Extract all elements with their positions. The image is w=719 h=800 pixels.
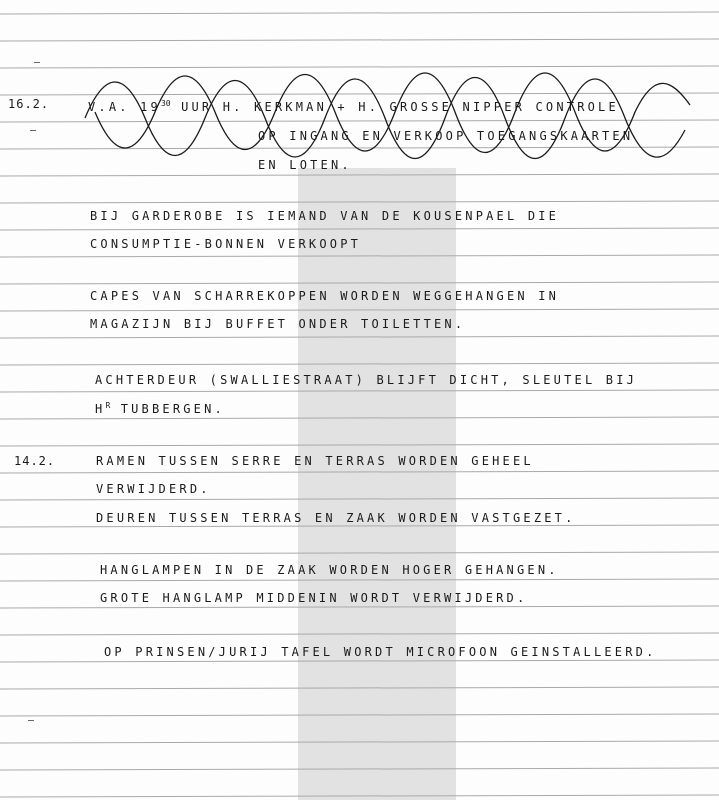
entry-date: 14.2.: [14, 454, 56, 468]
entry-date: 16.2.: [8, 97, 50, 111]
margin-tick: [34, 62, 40, 63]
note-line: CAPES VAN SCHARREKOPPEN WORDEN WEGGEHANGEN IN: [90, 289, 560, 303]
entry-line: RAMEN TUSSEN SERRE EN TERRAS WORDEN GEHEEL: [96, 454, 534, 468]
entry-line: HANGLAMPEN IN DE ZAAK WORDEN HOGER GEHANGEN.: [100, 563, 559, 577]
note-line: $H^R$ TUBBERGEN.: [95, 401, 225, 416]
margin-tick: [30, 130, 36, 131]
entry-line: DEUREN TUSSEN TERRAS EN ZAAK WORDEN VASTGEZET.: [96, 511, 576, 525]
margin-tick: [28, 720, 34, 721]
note-line: MAGAZIJN BIJ BUFFET ONDER TOILETTEN.: [90, 317, 466, 331]
note-line: BIJ GARDEROBE IS IEMAND VAN DE KOUSENPAEL DIE: [90, 209, 560, 223]
entry-line: VERWIJDERD.: [96, 482, 211, 496]
note-line: CONSUMPTIE-BONNEN VERKOOPT: [90, 237, 362, 251]
note-line: ACHTERDEUR (SWALLIESTRAAT) BLIJFT DICHT, SLEUTEL BIJ: [95, 373, 638, 387]
entry-line: EN LOTEN.: [258, 158, 352, 172]
entry-line: OP INGANG EN VERKOOP TOEGANGSKAARTEN: [258, 129, 634, 143]
entry-line: OP PRINSEN/JURIJ TAFEL WORDT MICROFOON GEINSTALLEERD.: [104, 645, 657, 659]
entry-line: V.A. $19^{30}$ UUR H. KERKMAN + H. GROSSE NIPPER CONTROLE: [88, 99, 619, 114]
entry-line: GROTE HANGLAMP MIDDENIN WORDT VERWIJDERD.: [100, 591, 528, 605]
